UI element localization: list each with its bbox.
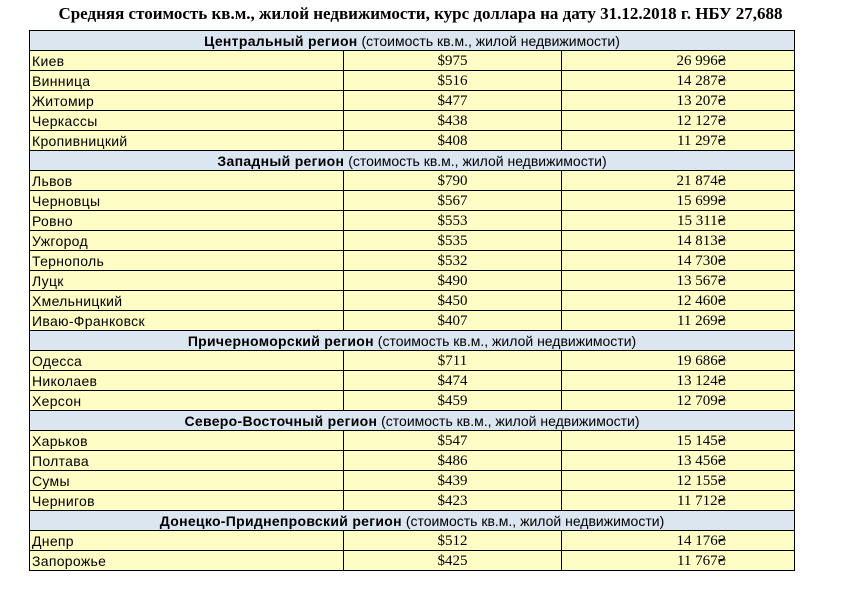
uah-price-cell: 11 767₴ [562,551,795,571]
region-name: Донецко-Приднепровский регион [159,512,402,529]
table-row [30,211,795,231]
table-row [30,451,795,471]
table-row [30,271,795,291]
uah-price-cell: 12 155₴ [562,471,795,491]
table-body [30,31,795,571]
city-cell: Луцк [30,271,344,291]
uah-price-cell: 14 813₴ [562,231,795,251]
uah-price-cell: 15 699₴ [562,191,795,211]
table-row [30,431,795,451]
usd-price-cell: $790 [344,171,562,191]
uah-price-cell: 21 874₴ [562,171,795,191]
usd-price-cell: $407 [344,311,562,331]
table-row [30,391,795,411]
usd-price-cell: $975 [344,51,562,71]
region-header-row [30,151,795,171]
usd-price-cell: $547 [344,431,562,451]
region-note: (стоимость кв.м., жилой недвижимости) [381,412,640,429]
city-cell: Херсон [30,391,344,411]
usd-price-cell: $459 [344,391,562,411]
city-cell: Черкассы [30,111,344,131]
region-header [30,31,795,51]
page-title: Средняя стоимость кв.м., жилой недвижимости, курс доллара на дату 31.12.2018 г. НБУ 27,688 [58,4,783,23]
region-note: (стоимость кв.м., жилой недвижимости) [348,152,607,169]
city-cell: Киев [30,51,344,71]
city-cell: Ужгород [30,231,344,251]
region-name: Западный регион [217,152,345,169]
uah-price-cell: 14 176₴ [562,531,795,551]
usd-price-cell: $408 [344,131,562,151]
usd-price-cell: $450 [344,291,562,311]
table-row [30,191,795,211]
usd-price-cell: $535 [344,231,562,251]
region-header-row [30,511,795,531]
table-row [30,111,795,131]
usd-price-cell: $490 [344,271,562,291]
uah-price-cell: 15 145₴ [562,431,795,451]
city-cell: Харьков [30,431,344,451]
region-name: Северо-Восточный регион [184,412,378,429]
table-row [30,51,795,71]
city-cell: Запорожье [30,551,344,571]
region-note: (стоимость кв.м., жилой недвижимости) [361,32,620,49]
city-cell: Чернигов [30,491,344,511]
city-cell: Хмельницкий [30,291,344,311]
table-row [30,311,795,331]
region-header-row [30,31,795,51]
usd-price-cell: $474 [344,371,562,391]
uah-price-cell: 12 127₴ [562,111,795,131]
table-row [30,491,795,511]
table-row [30,251,795,271]
table-row [30,91,795,111]
uah-price-cell: 11 269₴ [562,311,795,331]
region-header [30,511,795,531]
region-name: Центральный регион [204,32,358,49]
usd-price-cell: $438 [344,111,562,131]
table-row [30,351,795,371]
table-row [30,171,795,191]
table-row [30,231,795,251]
uah-price-cell: 26 996₴ [562,51,795,71]
region-note: (стоимость кв.м., жилой недвижимости) [377,332,637,349]
city-cell: Черновцы [30,191,344,211]
usd-price-cell: $477 [344,91,562,111]
uah-price-cell: 15 311₴ [562,211,795,231]
uah-price-cell: 13 207₴ [562,91,795,111]
city-cell: Тернополь [30,251,344,271]
city-cell: Кропивницкий [30,131,344,151]
table-row [30,291,795,311]
real-estate-table [29,30,795,571]
region-header [30,331,795,351]
uah-price-cell: 12 709₴ [562,391,795,411]
city-cell: Сумы [30,471,344,491]
uah-price-cell: 13 124₴ [562,371,795,391]
region-name: Причерноморский регион [187,332,374,349]
uah-price-cell: 13 567₴ [562,271,795,291]
city-cell: Львов [30,171,344,191]
city-cell: Житомир [30,91,344,111]
table-row [30,371,795,391]
city-cell: Ровно [30,211,344,231]
region-header-row [30,331,795,351]
usd-price-cell: $711 [344,351,562,371]
usd-price-cell: $423 [344,491,562,511]
region-note: (стоимость кв.м., жилой недвижимости) [405,512,665,529]
table-row [30,471,795,491]
usd-price-cell: $553 [344,211,562,231]
usd-price-cell: $532 [344,251,562,271]
uah-price-cell: 14 287₴ [562,71,795,91]
region-header [30,411,795,431]
uah-price-cell: 11 297₴ [562,131,795,151]
uah-price-cell: 13 456₴ [562,451,795,471]
uah-price-cell: 12 460₴ [562,291,795,311]
table-row [30,131,795,151]
city-cell: Николаев [30,371,344,391]
uah-price-cell: 14 730₴ [562,251,795,271]
city-cell: Иваю-Франковск [30,311,344,331]
city-cell: Одесса [30,351,344,371]
table-row [30,551,795,571]
table-row [30,71,795,91]
usd-price-cell: $516 [344,71,562,91]
uah-price-cell: 19 686₴ [562,351,795,371]
usd-price-cell: $439 [344,471,562,491]
usd-price-cell: $486 [344,451,562,471]
uah-price-cell: 11 712₴ [562,491,795,511]
city-cell: Винница [30,71,344,91]
usd-price-cell: $425 [344,551,562,571]
usd-price-cell: $512 [344,531,562,551]
city-cell: Днепр [30,531,344,551]
region-header [30,151,795,171]
usd-price-cell: $567 [344,191,562,211]
city-cell: Полтава [30,451,344,471]
region-header-row [30,411,795,431]
table-row [30,531,795,551]
